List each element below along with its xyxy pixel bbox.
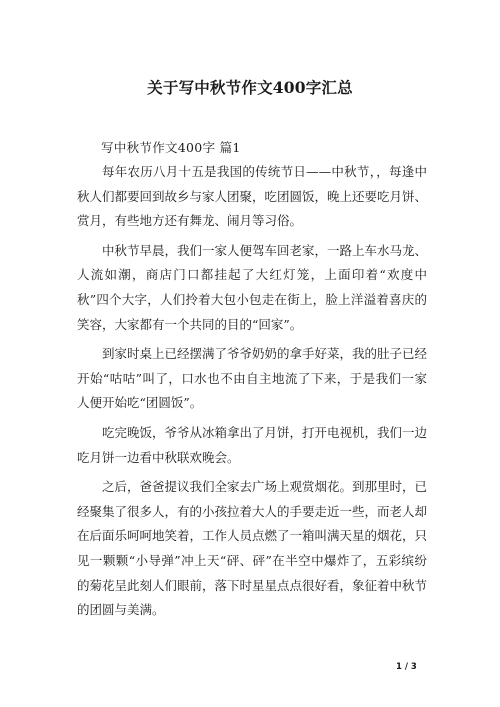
- paragraph: 之后，爸爸提议我们全家去广场上观赏烟花。到那里时，已经聚集了很多人，有的小孩拉着大人的手要走近一些，而老人却在后面乐呵呵地笑着，工作人员点燃了一箱叫满天星的烟花，只见一颗颗“小导弹”冲上天“砰、砰”在半空中爆炸了，五彩缤纷的菊花呈此刻人们眼前，落下时星星点点很好看，象征着中秋节的团圆与美满。: [77, 479, 428, 618]
- document-body: [77, 160, 427, 628]
- page-number: 1 / 3: [396, 662, 417, 672]
- paragraph: 到家时桌上已经摆满了爷爷奶奶的拿手好菜，我的肚子已经开始“咕咕”叫了，口水也不由自主地流了下来，于是我们一家人便开始吃“团圆饭”。: [77, 346, 428, 411]
- paragraph: 每年农历八月十五是我国的传统节日——中秋节，，每逢中秋人们都要回到故乡与家人团聚，吃团圆饭，晚上还要吃月饼、赏月，有些地方还有舞龙、闹月等习俗。: [77, 164, 428, 229]
- paragraph: 中秋节早晨，我们一家人便驾车回老家，一路上车水马龙、人流如潮，商店门口都挂起了大红灯笼，上面印着“欢度中秋”四个大字，人们拎着大包小包走在街上，脸上洋溢着喜庆的笑容，大家都有一个共同的目的“回家”。: [77, 242, 428, 332]
- document-title: 关于写中秋节作文400字汇总: [147, 78, 353, 97]
- paragraph: 吃完晚饭，爷爷从冰箱拿出了月饼，打开电视机，我们一边吃月饼一边看中秋联欢晚会。: [77, 424, 428, 465]
- section-heading: 写中秋节作文400字 篇1: [101, 140, 241, 155]
